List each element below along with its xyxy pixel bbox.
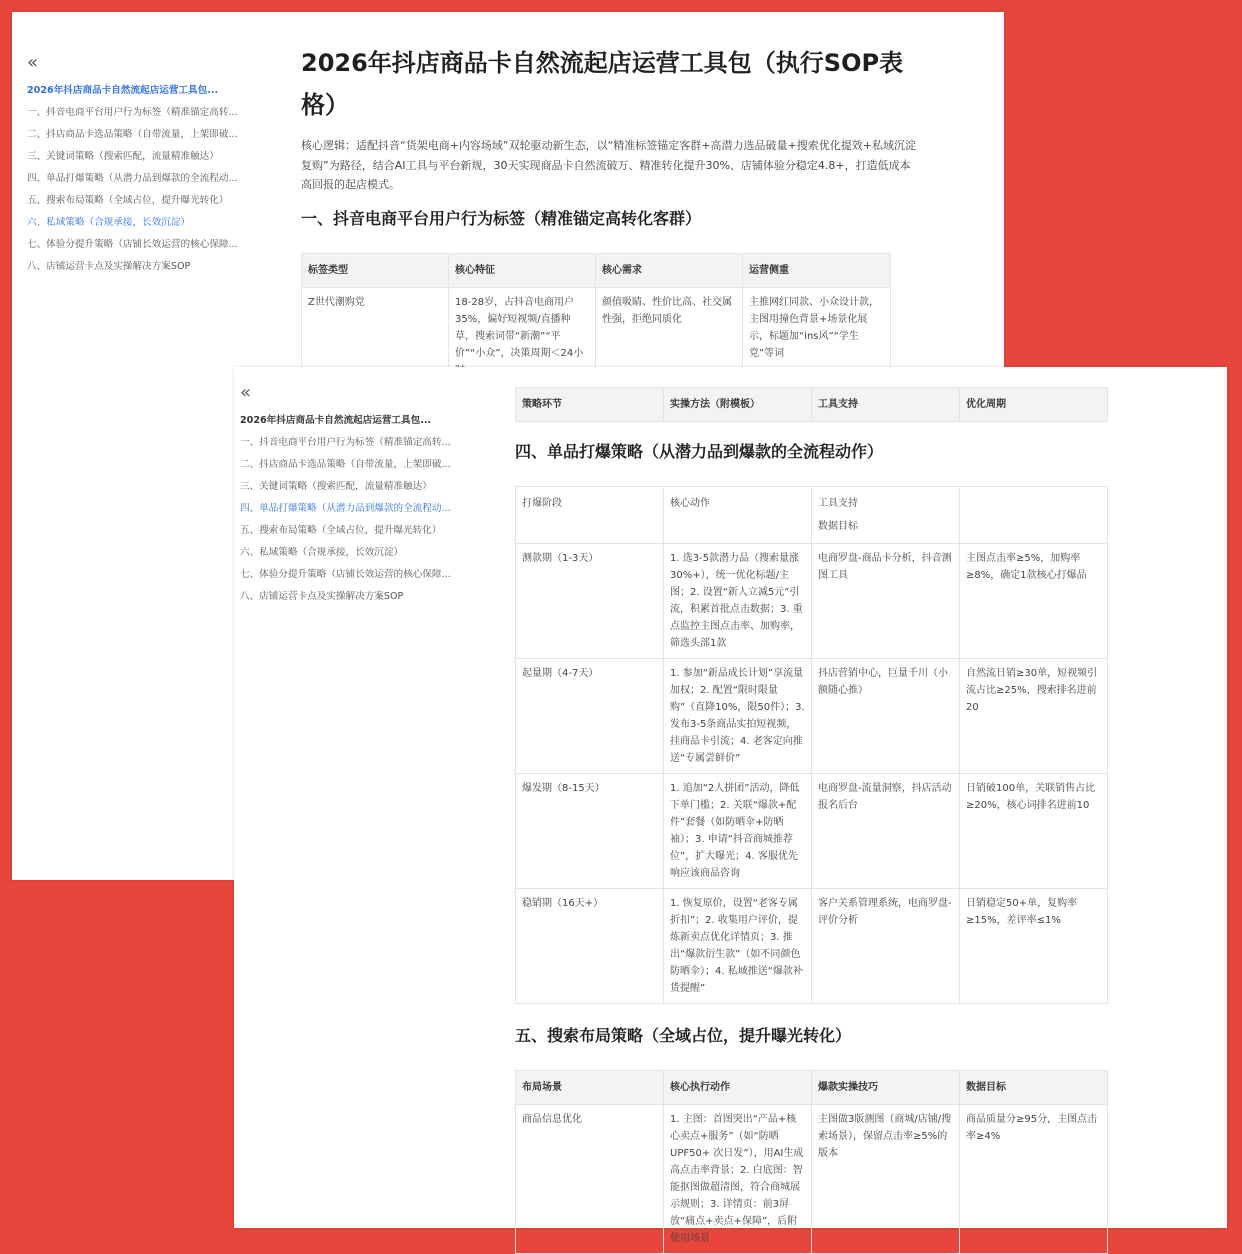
section-5-heading: 五、搜索布局策略（全域占位，提升曝光转化） (515, 1026, 852, 1045)
table-cell: 商品信息优化 (516, 1105, 664, 1254)
table-cell: 主图做3版测图（商城/店铺/搜索场景），保留点击率≥5%的版本 (812, 1105, 960, 1254)
table-header: 实操方法（附模板） (664, 388, 812, 422)
table-cell: 1. 参加“新品成长计划”享流量加权；2. 配置“限时限量购”（直降10%，限50件）；3. 发布3-5条商品实拍短视频，挂商品卡引流；4. 老客定向推送“专属尝鲜价” (664, 659, 812, 774)
table-cell: 1. 选3-5款潜力品（搜索量涨30%+），统一优化标题/主图；2. 设置“新人立减5元”引流，积累首批点击数据；3. 重点监控主图点击率、加购率，筛选头部1款 (664, 544, 812, 659)
table-cell: 1. 主图：首图突出“产品+核心卖点+服务”（如“防晒UPF50+ 次日发”），用AI生成高点击率背景；2. 白底图：智能抠图做超清图，符合商城展示规则；3. 详情页：前3屏放“痛点+卖点+保障”，后附使用场景 (664, 1105, 812, 1254)
toc-item-7[interactable]: 七、体验分提升策略（店铺长效运营的核心保障... (27, 239, 238, 250)
single-product-boost-table (515, 486, 1108, 1004)
toc-title-link[interactable]: 2026年抖店商品卡自然流起店运营工具包... (240, 415, 432, 426)
table-header: 核心需求 (596, 253, 743, 287)
table-cell: 18-28岁，占抖音电商用户35%，偏好短视频/直播种草，搜索词带“新潮”“平价”“小众”，决策周期＜24小 (449, 287, 596, 385)
table-header-row (516, 487, 1108, 544)
toc-title-link[interactable]: 2026年抖店商品卡自然流起店运营工具包... (27, 85, 219, 96)
prev-strategy-table-header (515, 387, 1108, 422)
table-row (516, 659, 1108, 774)
toc-item-5[interactable]: 五、搜索布局策略（全域占位，提升曝光转化） (27, 195, 229, 206)
intro-paragraph: 核心逻辑：适配抖音“货架电商+内容场域”双轮驱动新生态，以“精准标签锚定客群+高潜力选品破量+搜索优化提效+私域沉淀复购”为路径，结合AI工具与平台新规，30天实现商品卡自然流破万、精准转化提升30%、店铺体验分稳定4.8+，打造低成本高回报的起店模式。 (301, 139, 916, 191)
toc-item-3[interactable]: 三、关键词策略（搜索匹配，流量精准触达） (27, 151, 219, 162)
table-header: 核心执行动作 (664, 1071, 812, 1105)
table-cell: 起量期（4-7天） (516, 659, 664, 774)
table-cell: 自然流日销≥30单，短视频引流占比≥25%，搜索排名进前20 (960, 659, 1108, 774)
collapse-toc-icon[interactable]: « (27, 52, 39, 73)
table-cell: 商品质量分≥95分，主图点击率≥4% (960, 1105, 1108, 1254)
table-header: 工具支持 (818, 498, 858, 509)
table-header: 数据目标 (960, 1071, 1108, 1105)
table-cell: 电商罗盘-商品卡分析，抖音测图工具 (812, 544, 960, 659)
toc-item-5[interactable]: 五、搜索布局策略（全域占位，提升曝光转化） (240, 525, 442, 536)
table-cell: 爆发期（8-15天） (516, 774, 664, 889)
table-cell: Z世代潮购党 (302, 287, 449, 385)
toc-item-6[interactable]: 六、私域策略（合规承接，长效沉淀） (240, 547, 404, 558)
table-cell: 主推网红同款、小众设计款，主图用撞色背景+场景化展示，标题加“ins风”“学生党”等词 (743, 287, 891, 385)
table-header: 布局场景 (516, 1071, 664, 1105)
toc-item-4[interactable]: 四、单品打爆策略（从潜力品到爆款的全流程动... (27, 173, 238, 184)
table-header: 核心特征 (449, 253, 596, 287)
toc-item-3[interactable]: 三、关键词策略（搜索匹配，流量精准触达） (240, 481, 432, 492)
table-of-contents (240, 384, 472, 608)
table-header: 爆款实操技巧 (812, 1071, 960, 1105)
table-cell: 日销破100单，关联销售占比≥20%，核心词排名进前10 (960, 774, 1108, 889)
table-cell: 客户关系管理系统，电商罗盘-评价分析 (812, 889, 960, 1004)
table-cell: 日销稳定50+单，复购率≥15%，差评率≤1% (960, 889, 1108, 1004)
table-cell: 抖店营销中心，巨量千川（小额随心推） (812, 659, 960, 774)
table-header-group (812, 487, 960, 544)
table-header: 标签类型 (302, 253, 449, 287)
section-4-heading: 四、单品打爆策略（从潜力品到爆款的全流程动作） (515, 442, 884, 461)
page-title: 2026年抖店商品卡自然流起店运营工具包（执行SOP表格） (301, 49, 904, 119)
toc-item-2[interactable]: 二、抖店商品卡选品策略（自带流量，上架即破... (27, 129, 238, 140)
table-header: 核心动作 (664, 487, 812, 544)
toc-item-6[interactable]: 六、私域策略（合规承接，长效沉淀） (27, 217, 191, 228)
toc-item-1[interactable]: 一、抖音电商平台用户行为标签（精准锚定高转... (27, 107, 238, 118)
table-cell: 电商罗盘-流量洞察，抖店活动报名后台 (812, 774, 960, 889)
user-tag-table (301, 253, 891, 386)
table-header: 数据目标 (818, 521, 858, 532)
table-row (516, 1105, 1108, 1254)
toc-item-8[interactable]: 八、店铺运营卡点及实操解决方案SOP (240, 591, 404, 602)
document-window-front (234, 367, 1227, 1244)
document-content (515, 387, 1107, 1254)
section-1-heading: 一、抖音电商平台用户行为标签（精准锚定高转化客群） (301, 208, 702, 228)
table-header: 工具支持 (812, 388, 960, 422)
table-header: 运营侧重 (743, 253, 891, 287)
table-cell: 颜值吸睛、性价比高、社交属性强，拒绝同质化 (596, 287, 743, 385)
toc-item-1[interactable]: 一、抖音电商平台用户行为标签（精准锚定高转... (240, 437, 451, 448)
table-cell: 1. 恢复原价，设置“老客专属折扣”；2. 收集用户评价，提炼新卖点优化详情页；3. 推出“爆款衍生款”（如不同颜色防晒伞）；4. 私域推送“爆款补货提醒” (664, 889, 812, 1004)
table-header: 优化周期 (960, 388, 1108, 422)
toc-item-4[interactable]: 四、单品打爆策略（从潜力品到爆款的全流程动... (240, 503, 451, 514)
document-content (301, 42, 921, 386)
toc-item-7[interactable]: 七、体验分提升策略（店铺长效运营的核心保障... (240, 569, 451, 580)
table-cell: 稳销期（16天+） (516, 889, 664, 1004)
table-of-contents (27, 54, 263, 278)
table-header-empty (960, 487, 1108, 544)
table-header: 打爆阶段 (516, 487, 664, 544)
search-layout-table (515, 1070, 1108, 1254)
table-header: 策略环节 (516, 388, 664, 422)
table-cell: 1. 追加“2人拼团”活动，降低下单门槛；2. 关联“爆款+配件”套餐（如防晒伞+防晒袖）；3. 申请“抖音商城推荐位”，扩大曝光；4. 客服优先响应该商品咨询 (664, 774, 812, 889)
table-cell: 主图点击率≥5%，加购率≥8%，确定1款核心打爆品 (960, 544, 1108, 659)
table-row (516, 889, 1108, 1004)
table-row (516, 544, 1108, 659)
toc-item-2[interactable]: 二、抖店商品卡选品策略（自带流量，上架即破... (240, 459, 451, 470)
table-cell: 测款期（1-3天） (516, 544, 664, 659)
collapse-toc-icon[interactable]: « (240, 382, 252, 403)
toc-item-8[interactable]: 八、店铺运营卡点及实操解决方案SOP (27, 261, 191, 272)
table-row (516, 774, 1108, 889)
